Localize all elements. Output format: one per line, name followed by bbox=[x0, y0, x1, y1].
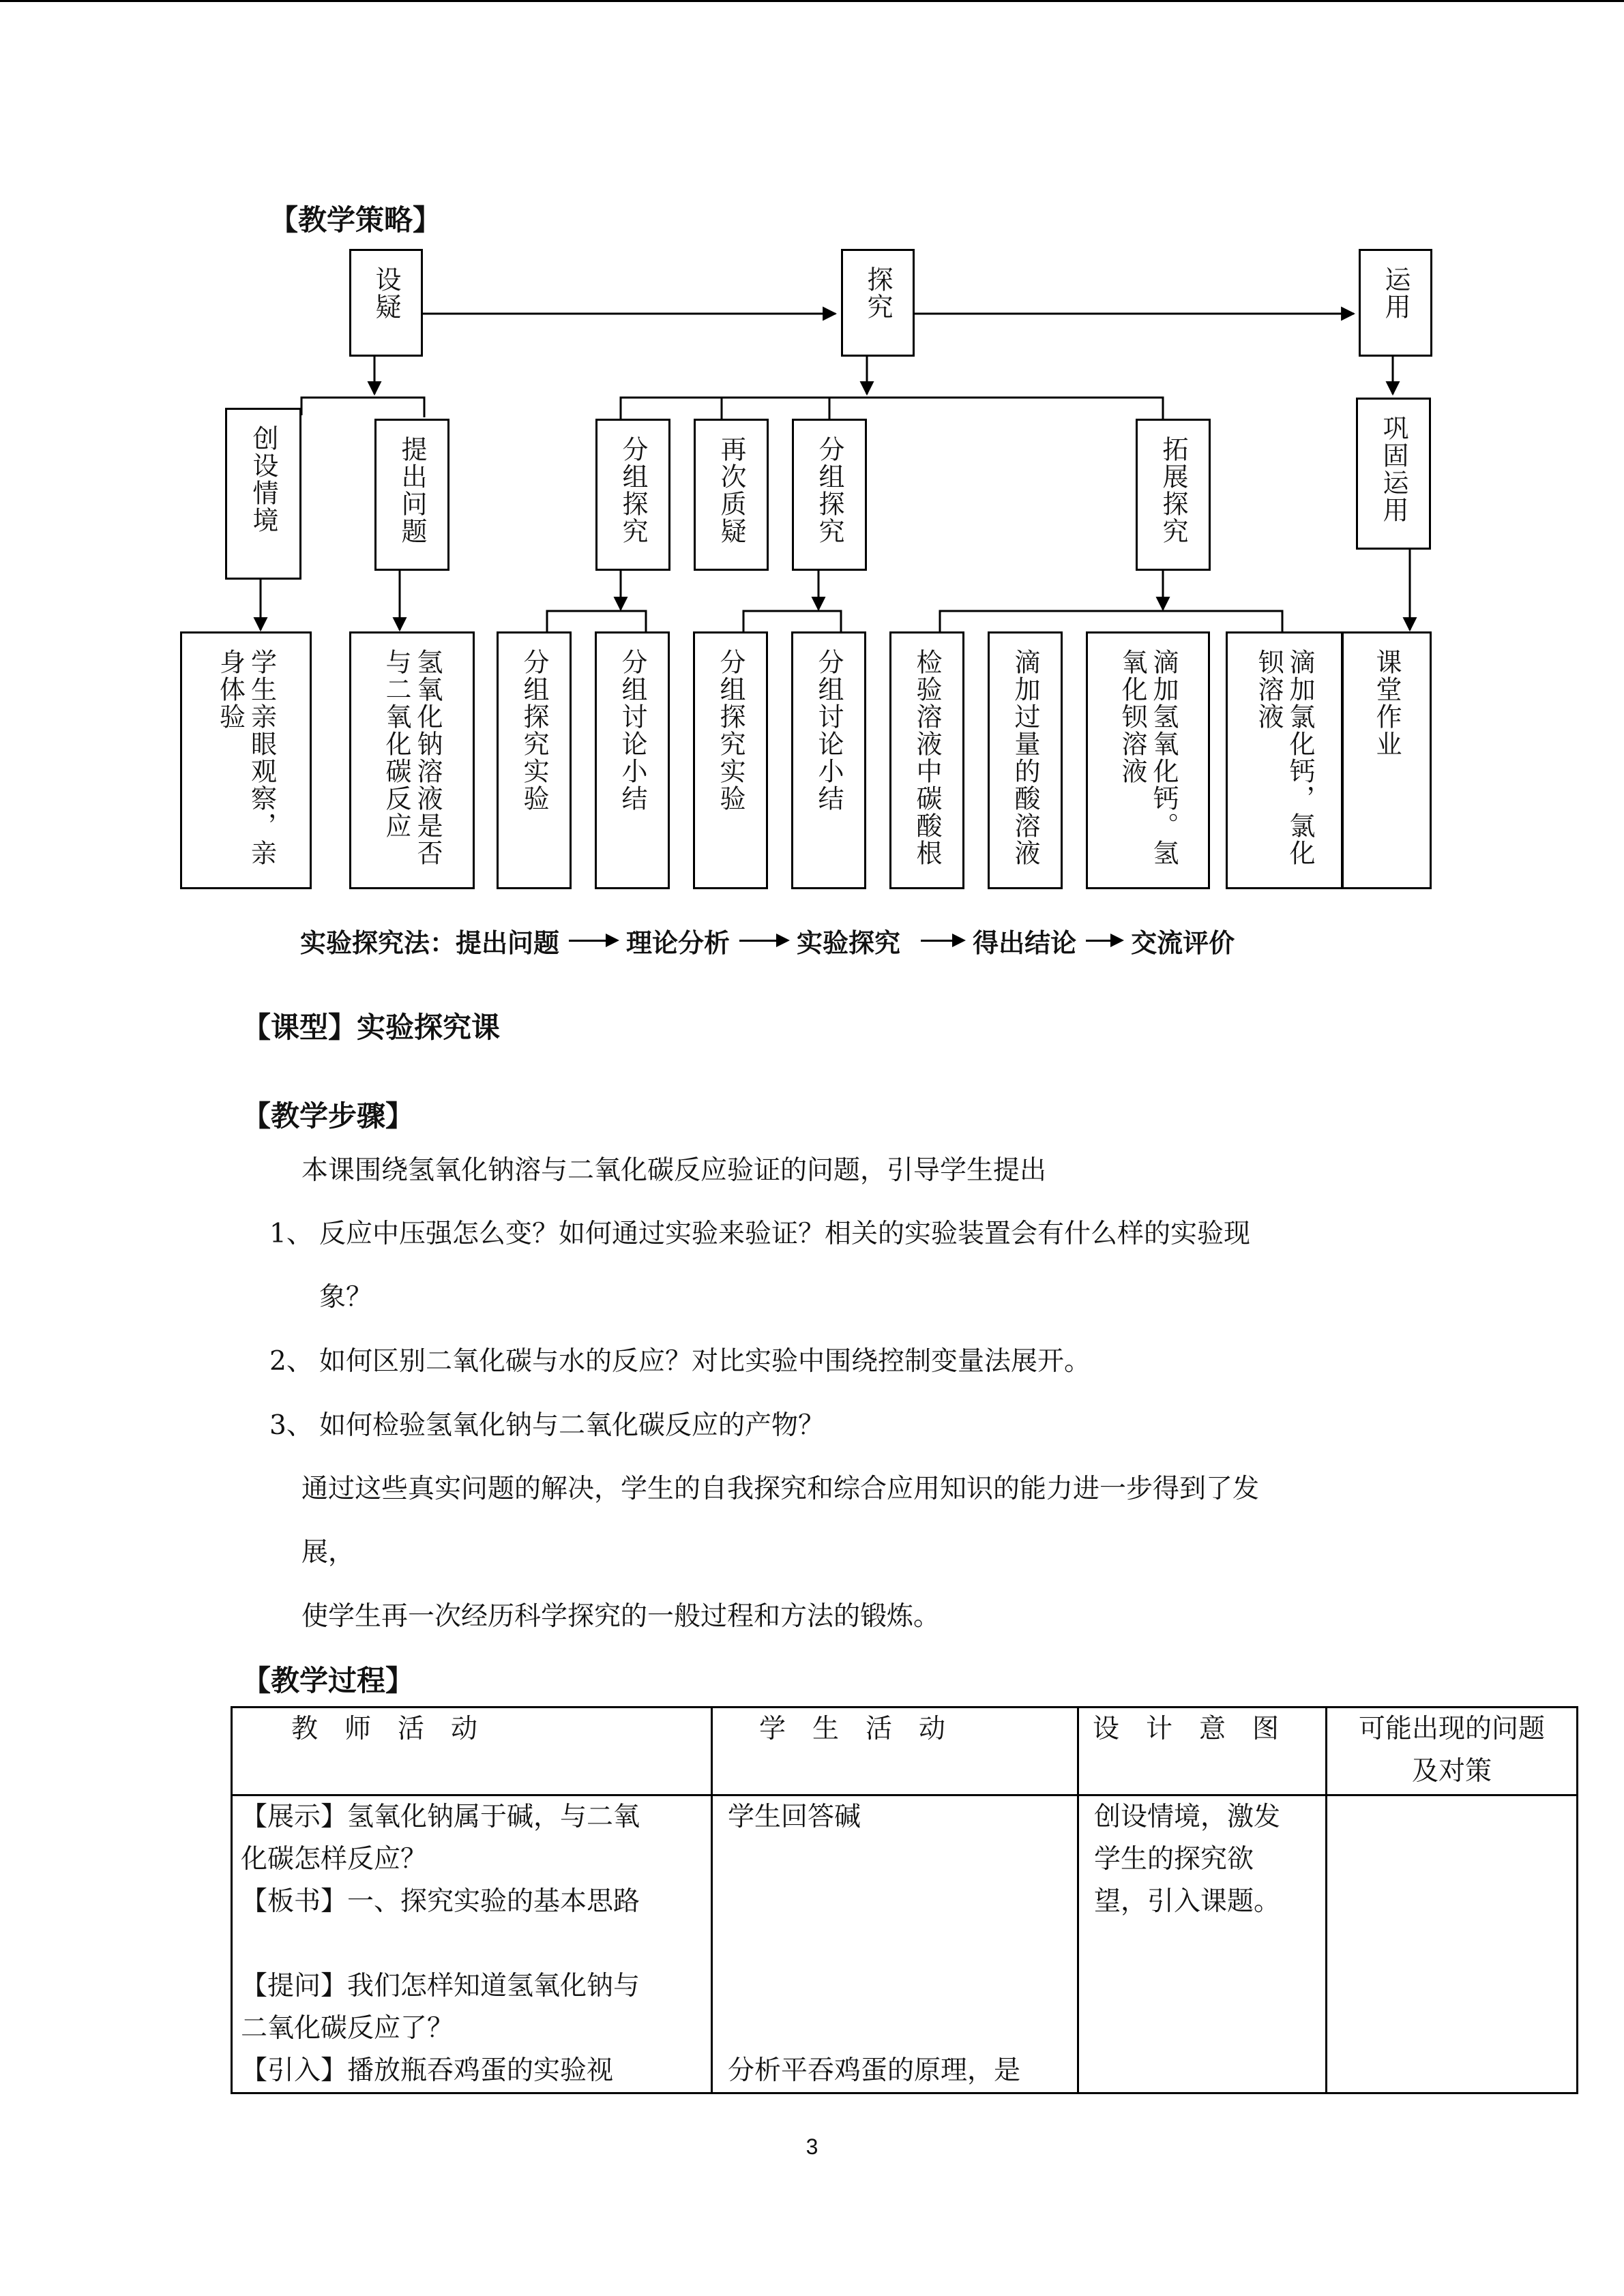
detail-box-observe bbox=[180, 631, 312, 889]
cell-student bbox=[712, 1795, 1078, 2093]
stage-box-explore bbox=[841, 249, 915, 357]
detail-label: 氢氧化钠溶液是否与二氧化碳反应 bbox=[381, 648, 443, 867]
method-arrow bbox=[569, 940, 617, 942]
method-step: 得出结论 bbox=[973, 928, 1077, 958]
detail-label: 课堂作业 bbox=[1372, 648, 1402, 758]
method-arrow bbox=[739, 940, 787, 942]
cell-issues bbox=[1327, 1795, 1578, 2093]
cell-line: 化碳怎样反应？ bbox=[241, 1844, 428, 1875]
cell-line: 望，引入课题。 bbox=[1094, 1886, 1281, 1917]
detail-label: 分组探究实验 bbox=[519, 648, 549, 812]
detail-box-chloride bbox=[1226, 631, 1343, 889]
sub-box-group-explore-2 bbox=[792, 419, 867, 571]
detail-label: 滴加氯化钙，氯化钡溶液 bbox=[1254, 648, 1315, 867]
steps-paragraph-continued: 展， bbox=[301, 1537, 355, 1568]
detail-label: 滴加过量的酸溶液 bbox=[1010, 648, 1040, 867]
cell-line: 学生的探究欲 bbox=[1094, 1844, 1254, 1875]
stage-box-apply bbox=[1359, 249, 1432, 357]
table-header-row bbox=[232, 1708, 1578, 1795]
process-table bbox=[231, 1706, 1578, 2094]
sub-box-question-again bbox=[694, 419, 769, 571]
sub-box-create-situation bbox=[225, 408, 301, 580]
sub-label: 提出问题 bbox=[397, 436, 427, 545]
strategy-heading: 【教学策略】 bbox=[269, 203, 442, 237]
detail-label: 滴加氢氧化钙。氢氧化钡溶液 bbox=[1117, 648, 1179, 867]
method-step: 交流评价 bbox=[1131, 928, 1235, 958]
sub-box-raise-question bbox=[374, 419, 449, 571]
cell-line bbox=[241, 1923, 703, 1965]
stage-label: 探究 bbox=[863, 266, 893, 320]
detail-box-hydroxide bbox=[1086, 631, 1210, 889]
cell-teacher bbox=[232, 1795, 712, 2093]
detail-box-test-carbonate bbox=[889, 631, 964, 889]
sub-label: 拓展探究 bbox=[1158, 436, 1188, 545]
detail-label: 检验溶液中碳酸根 bbox=[912, 648, 942, 867]
cell-line: 二氧化碳反应了？ bbox=[241, 2013, 454, 2044]
step-text: 如何检验氢氧化钠与二氧化碳反应的产物？ bbox=[319, 1410, 825, 1441]
detail-box-homework bbox=[1342, 631, 1432, 889]
stage-box-question bbox=[349, 249, 423, 357]
sub-label: 分组探究 bbox=[618, 436, 648, 545]
sub-box-consolidate bbox=[1356, 398, 1431, 550]
cell-spacer bbox=[728, 1838, 1069, 2050]
lesson-type-heading: 【课型】 bbox=[242, 1011, 357, 1044]
cell-design bbox=[1078, 1795, 1327, 2093]
step-number: 1、 bbox=[269, 1219, 313, 1249]
page-number: 3 bbox=[806, 2134, 818, 2159]
sub-label: 分组探究 bbox=[814, 436, 844, 545]
header-issues bbox=[1327, 1708, 1578, 1795]
method-step: 提出问题 bbox=[456, 928, 560, 958]
step-number: 3、 bbox=[269, 1410, 313, 1441]
method-step: 理论分析 bbox=[626, 928, 730, 958]
step-text-continued: 象？ bbox=[319, 1282, 373, 1313]
step-text: 如何区别二氧化碳与水的反应？对比实验中围绕控制变量法展开。 bbox=[319, 1346, 1091, 1377]
method-flow bbox=[300, 922, 1235, 959]
detail-label: 分组讨论小结 bbox=[617, 648, 647, 812]
cell-line: 【展示】氢氧化钠属于碱，与二氧 bbox=[241, 1802, 640, 1832]
detail-box-group-experiment-2 bbox=[693, 631, 768, 889]
steps-heading: 【教学步骤】 bbox=[242, 1099, 415, 1133]
process-heading: 【教学过程】 bbox=[242, 1664, 415, 1697]
step-text: 反应中压强怎么变？如何通过实验来验证？相关的实验装置会有什么样的实验现 bbox=[319, 1219, 1251, 1249]
sub-label: 创设情境 bbox=[248, 425, 278, 534]
cell-line: 【提问】我们怎样知道氢氧化钠与 bbox=[241, 1971, 640, 2001]
detail-box-group-summary-2 bbox=[791, 631, 866, 889]
method-arrow bbox=[1086, 940, 1121, 942]
cell-line: 【引入】播放瓶吞鸡蛋的实验视 bbox=[241, 2055, 614, 2086]
sub-label: 巩固运用 bbox=[1378, 415, 1408, 524]
cell-line: 创设情境，激发 bbox=[1094, 1802, 1281, 1832]
method-prefix: 实验探究法： bbox=[300, 928, 456, 958]
header-issues-line: 可能出现的问题 bbox=[1358, 1714, 1545, 1744]
cell-line: 学生回答碱 bbox=[728, 1802, 861, 1832]
steps-paragraph: 使学生再一次经历科学探究的一般过程和方法的锻炼。 bbox=[301, 1601, 941, 1632]
detail-box-group-summary-1 bbox=[595, 631, 670, 889]
detail-label: 分组探究实验 bbox=[715, 648, 745, 812]
header-issues-line: 及对策 bbox=[1411, 1756, 1492, 1787]
sub-label: 再次质疑 bbox=[716, 436, 746, 545]
stage-label: 运用 bbox=[1381, 266, 1411, 320]
steps-intro: 本课围绕氢氧化钠溶与二氧化碳反应验证的问题，引导学生提出 bbox=[301, 1155, 1047, 1186]
cell-line: 分析平吞鸡蛋的原理，是 bbox=[728, 2055, 1021, 2086]
cell-line: 【板书】一、探究实验的基本思路 bbox=[241, 1886, 640, 1917]
steps-paragraph: 通过这些真实问题的解决，学生的自我探究和综合应用知识的能力进一步得到了发 bbox=[301, 1474, 1260, 1504]
table-row bbox=[232, 1795, 1578, 2093]
detail-label: 分组讨论小结 bbox=[814, 648, 844, 812]
step-number: 2、 bbox=[269, 1346, 313, 1377]
sub-box-group-explore-1 bbox=[595, 419, 670, 571]
detail-box-naoh-co2 bbox=[349, 631, 475, 889]
sub-box-extended-explore bbox=[1136, 419, 1211, 571]
method-arrow bbox=[921, 940, 963, 942]
method-step: 实验探究 bbox=[797, 928, 901, 958]
header-student: 学 生 活 动 bbox=[712, 1708, 1078, 1795]
stage-label: 设疑 bbox=[371, 266, 401, 320]
header-teacher: 教 师 活 动 bbox=[232, 1708, 712, 1795]
detail-box-group-experiment-1 bbox=[497, 631, 572, 889]
lesson-type bbox=[242, 1005, 500, 1046]
detail-label: 学生亲眼观察，亲身体验 bbox=[215, 648, 277, 867]
lesson-type-value: 实验探究课 bbox=[357, 1011, 501, 1044]
detail-box-excess-acid bbox=[988, 631, 1063, 889]
header-design: 设 计 意 图 bbox=[1078, 1708, 1327, 1795]
